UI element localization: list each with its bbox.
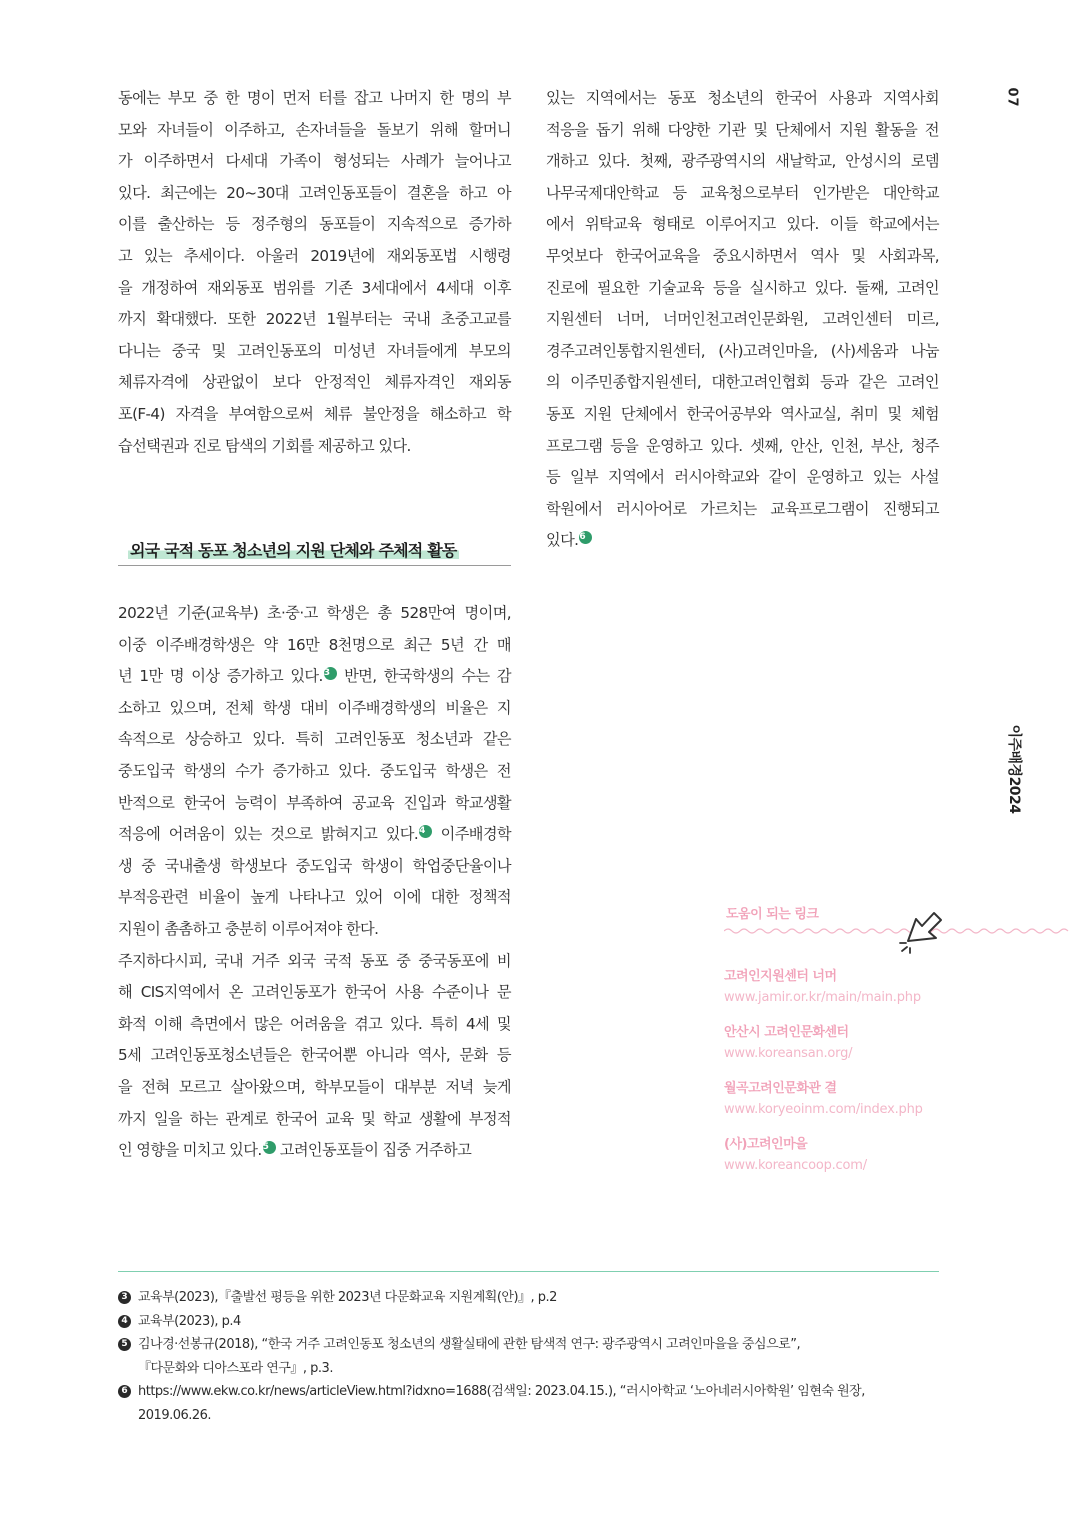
- text-line: [546, 431, 939, 463]
- text-line: [118, 83, 511, 115]
- text-line: [546, 178, 939, 210]
- footnote-number: 3: [118, 1291, 131, 1304]
- link-url[interactable]: www.koreancoop.com/: [724, 1158, 867, 1173]
- text-segment: 모와 자녀들이 이주하고, 손자녀들을 돌보기 위해 할머니: [118, 120, 511, 139]
- text-line: [546, 209, 939, 241]
- right-column: [546, 83, 939, 557]
- text-segment: 의 이주민종합지원센터, 대한고려인협회 등과 같은 고려인: [546, 373, 939, 392]
- link-item[interactable]: [724, 1133, 867, 1173]
- text-segment: 부적응관련 비율이 높게 나타나고 있어 이에 대한 정책적: [118, 888, 511, 907]
- link-url[interactable]: www.koryeoinm.com/index.php: [724, 1102, 923, 1117]
- footnote-number: 5: [118, 1338, 131, 1351]
- text-segment: 동포 지원 단체에서 한국어공부와 역사교실, 취미 및 체험: [546, 404, 939, 423]
- text-segment: 개하고 있다. 첫째, 광주광역시의 새날학교, 안성시의 로뎀: [546, 152, 939, 171]
- text-segment: 있는 지역에서는 동포 청소년의 한국어 사용과 지역사회: [546, 89, 939, 107]
- text-line: [546, 115, 939, 147]
- footnote: [118, 1380, 939, 1427]
- link-name: (사)고려인마을: [724, 1137, 808, 1152]
- footnote-text: 교육부(2023),『출발선 평등을 위한 2023년 다문화교육 지원계획(안)』, p.2: [138, 1290, 557, 1305]
- text-segment: 을 전혀 모르고 살아왔으며, 학부모들이 대부분 저녁 늦게: [118, 1077, 511, 1096]
- text-line: [546, 273, 939, 305]
- text-segment: 년 1만 명 이상 증가하고 있다.: [118, 667, 323, 686]
- text-line: [118, 367, 511, 399]
- text-line: [118, 598, 511, 630]
- footnote-text: 김나경·선봉규(2018), “한국 거주 고려인동포 청소년의 생활실태에 관한 탐색적 연구: 광주광역시 고려인마을을 중심으로”,: [138, 1337, 801, 1352]
- link-name: 월곡고려인문화관 결: [724, 1081, 837, 1096]
- text-line: [118, 273, 511, 305]
- helpful-links-box: [724, 903, 1075, 1173]
- text-line: [118, 209, 511, 241]
- text-segment: 반면, 한국학생의 수는 감: [336, 667, 511, 686]
- body-paragraph-2: [118, 598, 511, 946]
- text-line: [546, 304, 939, 336]
- footnote: [118, 1310, 939, 1334]
- text-segment: 고 있는 추세이다. 아울러 2019년에 재외동포법 시행령: [118, 246, 511, 265]
- text-line: [118, 946, 511, 978]
- footnote-number: 4: [118, 1315, 131, 1328]
- text-line: [118, 756, 511, 788]
- text-line: [546, 336, 939, 368]
- text-line: [118, 819, 511, 851]
- text-segment: 화적 이해 측면에서 많은 어려움을 겪고 있다. 특히 4세 및: [118, 1014, 511, 1033]
- text-segment: 체류자격에 상관없이 보다 안정적인 체류자격인 재외동: [118, 373, 511, 392]
- footnote-marker[interactable]: 6: [579, 531, 592, 544]
- text-segment: 프로그램 등을 운영하고 있다. 셋째, 안산, 인천, 부산, 청주: [546, 436, 939, 455]
- text-line: [118, 399, 511, 431]
- footnote-marker[interactable]: 5: [263, 1141, 276, 1154]
- text-line: [118, 914, 511, 946]
- text-line: [118, 788, 511, 820]
- footnote: [118, 1286, 939, 1310]
- footnote-number: 6: [118, 1385, 131, 1398]
- section-heading: 외국 국적 동포 청소년의 지원 단체와 주체적 활동: [128, 538, 459, 561]
- text-line: [118, 241, 511, 273]
- text-segment: 동에는 부모 중 한 명이 먼저 터를 잡고 나머지 한 명의 부: [118, 89, 511, 107]
- text-segment: 까지 확대했다. 또한 2022년 1월부터는 국내 초중고교를: [118, 310, 511, 329]
- link-item[interactable]: [724, 965, 921, 1005]
- text-line: [118, 661, 511, 693]
- text-segment: 생 중 국내출생 학생보다 중도입국 학생이 학업중단율이나: [118, 856, 511, 875]
- text-segment: 2022년 기준(교육부) 초·중·고 학생은 총 528만여 명이며,: [118, 604, 511, 622]
- footnote-text: 『다문화와 디아스포라 연구』, p.3.: [138, 1360, 333, 1376]
- footnote-text: 2019.06.26.: [138, 1407, 212, 1423]
- text-segment: 있다.: [546, 531, 579, 550]
- footnote: [118, 1333, 939, 1380]
- text-segment: 무엇보다 한국어교육을 중요시하면서 역사 및 사회과목,: [546, 246, 939, 265]
- text-segment: 진로에 필요한 기술교육 등을 실시하고 있다. 둘째, 고려인: [546, 278, 939, 297]
- section-heading-box: [118, 534, 511, 566]
- text-line: [118, 724, 511, 756]
- text-line: [118, 115, 511, 147]
- text-segment: 습선택권과 진로 탐색의 기회를 제공하고 있다.: [118, 436, 411, 455]
- text-segment: 가 이주하면서 다세대 가족이 형성되는 사례가 늘어나고: [118, 152, 511, 171]
- text-segment: 중도입국 학생의 수가 증가하고 있다. 중도입국 학생은 전: [118, 761, 511, 780]
- text-segment: 해 CIS지역에서 온 고려인동포가 한국어 사용 수준이나 문: [118, 983, 511, 1002]
- text-segment: 주지하다시피, 국내 거주 외국 국적 동포 중 중국동포에 비: [118, 951, 511, 970]
- text-line: [546, 399, 939, 431]
- link-url[interactable]: www.jamir.or.kr/main/main.php: [724, 990, 921, 1005]
- text-segment: 속적으로 상승하고 있다. 특히 고려인동포 청소년과 같은: [118, 730, 511, 749]
- text-line: [546, 525, 939, 557]
- side-running-title: 이주배경2024: [1006, 724, 1022, 814]
- text-segment: 적응에 어려움이 있는 것으로 밝혀지고 있다.: [118, 825, 419, 844]
- text-line: [118, 431, 511, 463]
- left-column: [118, 83, 511, 462]
- text-line: [118, 851, 511, 883]
- text-line: [118, 146, 511, 178]
- body-paragraph-3: [118, 946, 511, 1167]
- text-segment: 이중 이주배경학생은 약 16만 8천명으로 최근 5년 간 매: [118, 635, 511, 654]
- text-segment: 까지 일을 하는 관계로 한국어 교육 및 학교 생활에 부정적: [118, 1109, 511, 1128]
- footnote-marker[interactable]: 4: [419, 825, 432, 838]
- left-column-lower: [118, 598, 511, 1167]
- text-segment: 을 개정하여 재외동포 범위를 기존 3세대에서 4세대 이후: [118, 278, 511, 297]
- body-paragraph-4: [546, 83, 939, 557]
- text-segment: 지원센터 너머, 너머인천고려인문화원, 고려인센터 미르,: [546, 310, 939, 329]
- text-line: [118, 630, 511, 662]
- footnote-text[interactable]: https://www.ekw.co.kr/news/articleView.html?idxno=1688(검색일: 2023.04.15.), “러시아학교 ‘노아네러시아학원’ 임현숙 원장,: [138, 1384, 865, 1399]
- text-line: [118, 1072, 511, 1104]
- link-name: 안산시 고려인문화센터: [724, 1025, 849, 1040]
- text-line: [118, 178, 511, 210]
- text-segment: 경주고려인통합지원센터, (사)고려인마을, (사)세움과 나눔: [546, 341, 939, 360]
- text-line: [546, 494, 939, 526]
- link-item[interactable]: [724, 1021, 852, 1061]
- text-segment: 있다. 최근에는 20~30대 고려인동포들이 결혼을 하고 아: [118, 183, 511, 202]
- text-segment: 다니는 중국 및 고려인동포의 미성년 자녀들에게 부모의: [118, 341, 511, 360]
- text-segment: 나무국제대안학교 등 교육청으로부터 인가받은 대안학교: [546, 183, 939, 202]
- link-url[interactable]: www.koreansan.org/: [724, 1046, 853, 1061]
- text-line: [118, 977, 511, 1009]
- text-segment: 적응을 돕기 위해 다양한 기관 및 단체에서 지원 활동을 전: [546, 120, 939, 139]
- text-segment: 이주배경학: [432, 825, 511, 844]
- text-line: [546, 462, 939, 494]
- text-line: [546, 83, 939, 115]
- text-line: [118, 882, 511, 914]
- link-item[interactable]: [724, 1077, 923, 1117]
- text-line: [118, 1104, 511, 1136]
- text-line: [546, 241, 939, 273]
- text-line: [118, 304, 511, 336]
- text-segment: 지원이 촘촘하고 충분히 이루어져야 한다.: [118, 919, 379, 938]
- text-segment: 인 영향을 미치고 있다.: [118, 1141, 262, 1160]
- link-name: 고려인지원센터 너머: [724, 969, 837, 984]
- text-segment: 5세 고려인동포청소년들은 한국어뿐 아니라 역사, 문화 등: [118, 1046, 511, 1065]
- text-segment: 이를 출산하는 등 정주형의 동포들이 지속적으로 증가하: [118, 215, 511, 234]
- text-line: [118, 1009, 511, 1041]
- text-segment: 소하고 있으며, 전체 학생 대비 이주배경학생의 비율은 지: [118, 698, 511, 717]
- text-segment: 등 일부 지역에서 러시아학교와 같이 운영하고 있는 사설: [546, 468, 939, 487]
- footnote-text: 교육부(2023), p.4: [138, 1313, 241, 1329]
- text-line: [546, 146, 939, 178]
- text-segment: 포(F-4) 자격을 부여함으로써 체류 불안정을 해소하고 학: [118, 404, 511, 423]
- text-segment: 에서 위탁교육 형태로 이루어지고 있다. 이들 학교에서는: [546, 215, 939, 234]
- footnote-marker[interactable]: 3: [324, 667, 337, 680]
- text-segment: 고려인동포들이 집중 거주하고: [275, 1141, 472, 1160]
- text-line: [118, 693, 511, 725]
- text-line: [118, 1040, 511, 1072]
- helpful-links-title: 도움이 되는 링크: [726, 907, 819, 922]
- text-segment: 학원에서 러시아어로 가르치는 교육프로그램이 진행되고: [546, 499, 939, 518]
- page-number: 07: [1004, 87, 1020, 108]
- text-line: [118, 336, 511, 368]
- text-segment: 반적으로 한국어 능력이 부족하여 공교육 진입과 학교생활: [118, 793, 511, 812]
- text-line: [546, 367, 939, 399]
- footnotes: [118, 1271, 939, 1427]
- cursor-arrow-icon: [896, 905, 946, 955]
- text-line: [118, 1135, 511, 1167]
- body-paragraph-1: [118, 83, 511, 462]
